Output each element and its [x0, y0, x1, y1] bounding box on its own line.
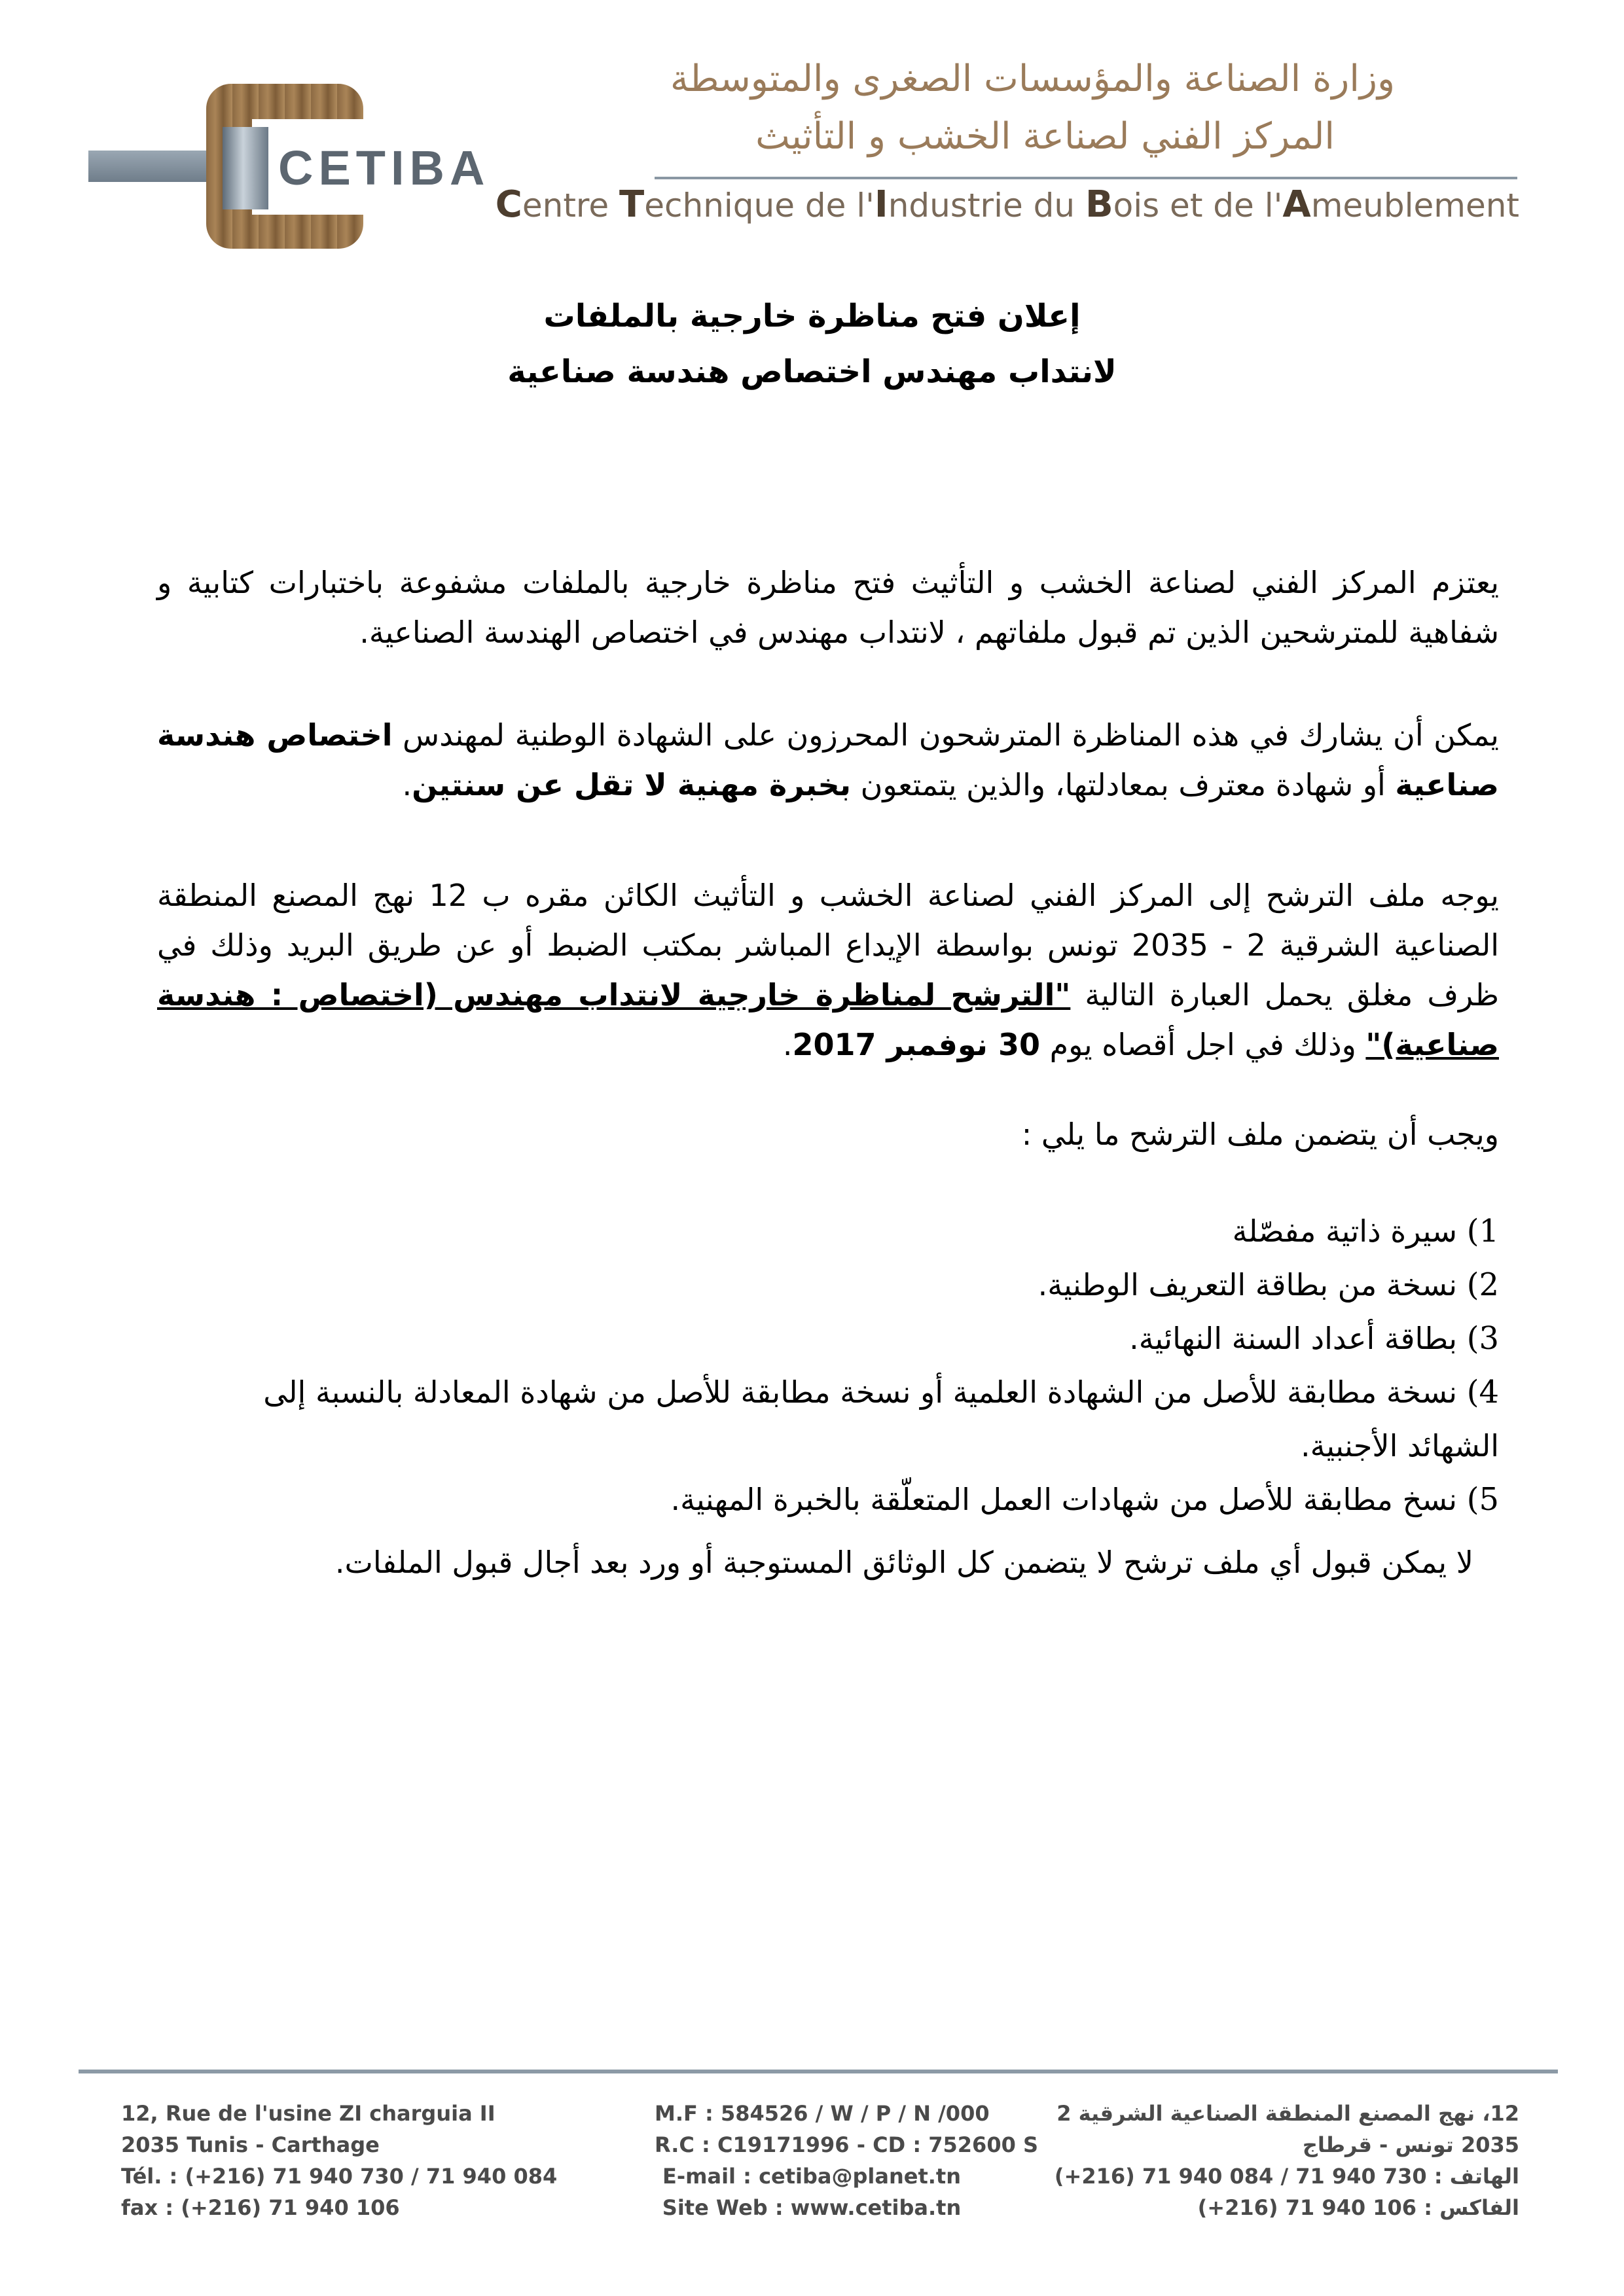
footer-phone: Tél. : (+216) 71 940 730 / 71 940 084 — [121, 2164, 558, 2189]
list-number: 1) — [1466, 1213, 1499, 1249]
list-number: 3) — [1466, 1320, 1499, 1357]
list-item — [196, 1473, 1499, 1526]
logo-wordmark: CETIBA — [278, 141, 490, 195]
list-text: نسخة مطابقة للأصل من الشهادة العلمية أو نسخة مطابقة للأصل من شهادة المعادلة بالنسبة إلى الشهائد الأجنبية. — [263, 1374, 1499, 1463]
initial-a: A — [1282, 183, 1311, 226]
cetiba-logo — [88, 77, 527, 254]
list-text: بطاقة أعداد السنة النهائية. — [1129, 1321, 1467, 1356]
submission-period: . — [782, 1027, 793, 1062]
initial-t: T — [619, 183, 645, 226]
footer-phone-ar: الهاتف : 730 940 71 / 084 940 71 (216+) — [1054, 2164, 1519, 2189]
footer-rc: R.C : C19171996 - CD : 752600 S — [655, 2132, 1039, 2157]
footer-fax-ar: الفاكس : 106 940 71 (216+) — [1197, 2195, 1519, 2220]
requirements-list — [196, 1204, 1499, 1526]
footer-email: E-mail : cetiba@planet.tn — [662, 2164, 961, 2189]
list-text: سيرة ذاتية مفصّلة — [1232, 1213, 1467, 1249]
list-number: 2) — [1466, 1266, 1499, 1303]
footer-street: 12, Rue de l'usine ZI charguia II — [121, 2101, 496, 2126]
submission-text-2: وذلك في اجل أقصاه يوم — [1039, 1027, 1366, 1062]
list-text: نسخة من بطاقة التعريف الوطنية. — [1038, 1267, 1467, 1302]
eligibility-text: يمكن أن يشارك في هذه المناظرة المترشحون المحرزون على الشهادة الوطنية لمهندس — [392, 717, 1499, 753]
initial-c: C — [495, 183, 522, 226]
list-number: 5) — [1466, 1481, 1499, 1518]
list-number: 4) — [1466, 1374, 1499, 1410]
eligibility-specialty: اختصاص هندسة صناعية — [157, 717, 1499, 802]
envelope-phrase: "الترشح لمناظرة خارجية لانتداب مهندس (اختصاص : هندسة صناعية)" — [157, 977, 1499, 1062]
center-name-french — [496, 183, 1519, 226]
footer-street-ar: 12، نهج المصنع المنطقة الصناعية الشرقية 2 — [1056, 2101, 1519, 2126]
intro-paragraph: يعتزم المركز الفني لصناعة الخشب و التأثيث فتح مناظرة خارجية بالملفات مشفوعة باختبارات كتابية و شفاهية للمترشحين الذين تم قبول ملفاتهم ، لانتداب مهندس في اختصاص الهندسة الصناعية. — [157, 565, 1499, 650]
list-item — [196, 1312, 1499, 1365]
submission-paragraph — [157, 870, 1499, 1069]
eligibility-text-2: أو شهادة معترف بمعادلتها، والذين يتمتعون — [850, 767, 1396, 802]
footer-city-ar: 2035 تونس - قرطاج — [1302, 2132, 1519, 2157]
list-item — [196, 1365, 1499, 1473]
ministry-name: وزارة الصناعة والمؤسسات الصغرى والمتوسطة — [670, 58, 1395, 100]
footer-tax-id: M.F : 584526 / W / P / N /000 — [655, 2101, 990, 2126]
announcement-title: إعلان فتح مناظرة خارجية بالملفات — [543, 298, 1081, 334]
footer-address-fr — [121, 2098, 557, 2223]
footer-city: 2035 Tunis - Carthage — [121, 2132, 380, 2157]
initial-b: B — [1085, 183, 1113, 226]
center-name-arabic: المركز الفني لصناعة الخشب و التأثيث — [755, 115, 1335, 158]
header-rule — [655, 177, 1517, 179]
word-bois: ois et de l' — [1113, 187, 1283, 224]
logo-steel-bar — [223, 127, 268, 209]
footer-address-ar — [1055, 2098, 1519, 2223]
deadline-date: 30 نوفمبر 2017 — [792, 1027, 1040, 1062]
list-item — [196, 1258, 1499, 1312]
word-industrie: ndustrie du — [888, 187, 1085, 224]
announcement-subtitle: لانتداب مهندس اختصاص هندسة صناعية — [507, 353, 1117, 390]
eligibility-paragraph — [157, 710, 1499, 810]
initial-i: I — [874, 183, 888, 226]
footer-website: Site Web : www.cetiba.tn — [662, 2195, 962, 2220]
word-centre: entre — [522, 187, 620, 224]
eligibility-experience: بخبرة مهنية لا تقل عن سنتين — [412, 767, 851, 802]
footer-registration — [655, 2098, 1039, 2223]
footer-rule — [79, 2070, 1558, 2073]
closing-note: لا يمكن قبول أي ملف ترشح لا يتضمن كل الوثائق المستوجبة أو ورد بعد أجال قبول الملفات. — [334, 1545, 1473, 1580]
word-ameublement: meublement — [1310, 187, 1519, 224]
submission-text: يوجه ملف الترشح إلى المركز الفني لصناعة الخشب و التأثيث الكائن مقره ب 12 نهج المصنع المنطقة الصناعية الشرقية 2 - 2035 تونس بواسطة الإيداع المباشر بمكتب الضبط أو عن طريق البريد وذلك في ظرف مغلق يحمل العبارة التالية — [157, 878, 1500, 1013]
eligibility-period: . — [402, 767, 412, 802]
requirements-intro: ويجب أن يتضمن ملف الترشح ما يلي : — [1021, 1117, 1499, 1152]
list-text: نسخ مطابقة للأصل من شهادات العمل المتعلّقة بالخبرة المهنية. — [670, 1482, 1467, 1517]
list-item — [196, 1204, 1499, 1258]
word-technique: echnique de l' — [644, 187, 875, 224]
footer-fax: fax : (+216) 71 940 106 — [121, 2195, 400, 2220]
